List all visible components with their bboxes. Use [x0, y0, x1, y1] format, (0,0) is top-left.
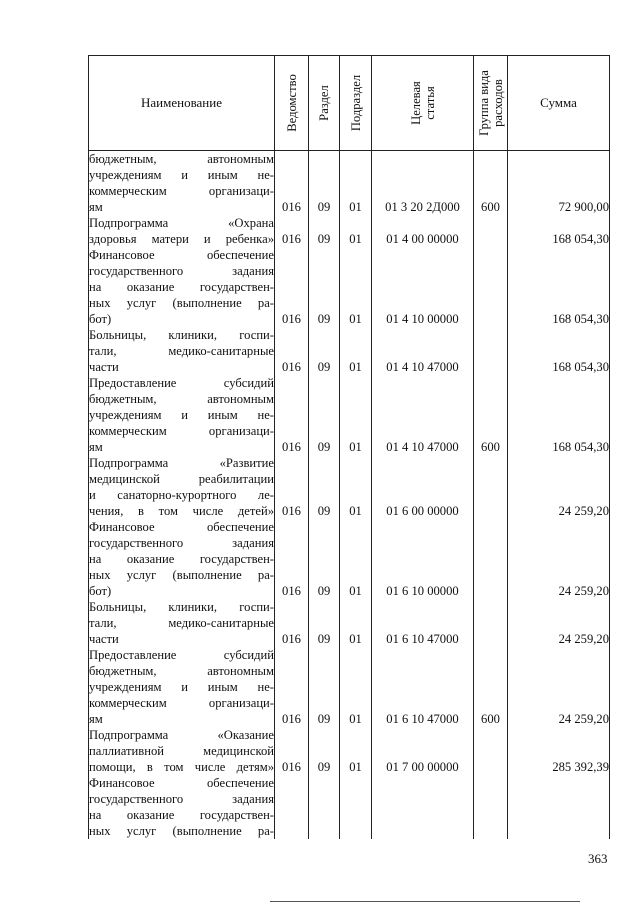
row-target-article: 01 4 10 00000 [372, 247, 474, 327]
row-department: 016 [275, 599, 309, 647]
row-name [89, 519, 275, 599]
row-department: 016 [275, 519, 309, 599]
row-name-line: ных услуг (выполнение ра- [89, 824, 274, 838]
row-name-line: тали, медико-санитарные [89, 344, 274, 358]
row-name-last-line: бот) [89, 312, 112, 326]
row-name-line: Финансовое обеспечение [89, 248, 274, 262]
header-expense-group-label: Группа вида расходов [476, 70, 505, 136]
budget-table-page [88, 55, 609, 845]
header-target-article-label: Целевая статья [408, 81, 437, 125]
row-name-line: бюджетным, автономным [89, 392, 274, 406]
row-amount: 168 054,30 [508, 327, 610, 375]
row-subsection: 01 [340, 327, 372, 375]
row-name [89, 599, 275, 647]
row-name [89, 647, 275, 727]
row-section: 09 [309, 727, 340, 775]
row-name-last-line: здоровья матери и ребенка» [89, 232, 274, 246]
row-amount: 72 900,00 [508, 151, 610, 216]
row-name-line: ных услуг (выполнение ра- [89, 568, 274, 582]
table-row [89, 151, 610, 216]
row-department: 016 [275, 151, 309, 216]
row-subsection: 01 [340, 247, 372, 327]
row-name-last-line: ям [89, 200, 103, 214]
row-name-last-line: ям [89, 712, 103, 726]
row-department: 016 [275, 647, 309, 727]
row-section: 09 [309, 647, 340, 727]
row-name-line: коммерческим организаци- [89, 696, 274, 710]
row-name [89, 375, 275, 455]
row-name-line: Подпрограмма «Оказание [89, 728, 274, 742]
row-amount: 24 259,20 [508, 519, 610, 599]
row-name-line: учреждениям и иным не- [89, 680, 274, 694]
table-row [89, 455, 610, 519]
row-subsection [340, 775, 372, 839]
row-name-line: Предоставление субсидий [89, 648, 274, 662]
table-body [89, 151, 610, 840]
row-name-line: паллиативной медицинской [89, 744, 274, 758]
row-target-article: 01 4 10 47000 [372, 327, 474, 375]
header-department [275, 56, 309, 151]
table-row [89, 647, 610, 727]
row-amount: 24 259,20 [508, 455, 610, 519]
row-expense-group [474, 455, 508, 519]
row-name-line: тали, медико-санитарные [89, 616, 274, 630]
row-name-line: Подпрограмма «Развитие [89, 456, 274, 470]
row-name-last-line: помощи, в том числе детям» [89, 760, 274, 774]
row-section: 09 [309, 375, 340, 455]
row-section: 09 [309, 151, 340, 216]
row-name [89, 215, 275, 247]
row-subsection: 01 [340, 727, 372, 775]
header-amount: Сумма [508, 56, 610, 151]
row-section [309, 775, 340, 839]
header-expense-group [474, 56, 508, 151]
row-department: 016 [275, 247, 309, 327]
row-expense-group [474, 599, 508, 647]
row-subsection: 01 [340, 375, 372, 455]
row-section: 09 [309, 599, 340, 647]
row-expense-group [474, 519, 508, 599]
row-name-line: и санаторно-курортного ле- [89, 488, 274, 502]
row-subsection: 01 [340, 647, 372, 727]
header-department-label: Ведомство [284, 74, 299, 132]
row-expense-group: 600 [474, 647, 508, 727]
row-name-line: государственного задания [89, 536, 274, 550]
row-name-line: Предоставление субсидий [89, 376, 274, 390]
row-name [89, 727, 275, 775]
row-section: 09 [309, 215, 340, 247]
header-subsection [340, 56, 372, 151]
row-expense-group [474, 247, 508, 327]
row-amount: 168 054,30 [508, 215, 610, 247]
row-department: 016 [275, 375, 309, 455]
row-expense-group: 600 [474, 151, 508, 216]
row-department: 016 [275, 215, 309, 247]
table-row [89, 599, 610, 647]
footer-line [270, 901, 580, 902]
row-target-article: 01 6 10 47000 [372, 647, 474, 727]
row-name-last-line: бот) [89, 584, 112, 598]
budget-table [88, 55, 610, 839]
table-row [89, 247, 610, 327]
header-subsection-label: Подраздел [348, 74, 363, 132]
row-subsection: 01 [340, 599, 372, 647]
row-target-article: 01 4 00 00000 [372, 215, 474, 247]
row-name-line: на оказание государствен- [89, 552, 274, 566]
row-subsection: 01 [340, 519, 372, 599]
row-name [89, 455, 275, 519]
row-expense-group [474, 215, 508, 247]
row-department: 016 [275, 727, 309, 775]
row-name [89, 151, 275, 216]
row-name-line: ных услуг (выполнение ра- [89, 296, 274, 310]
row-department [275, 775, 309, 839]
table-row [89, 519, 610, 599]
row-expense-group [474, 775, 508, 839]
row-name-line: государственного задания [89, 264, 274, 278]
row-section: 09 [309, 455, 340, 519]
row-target-article: 01 4 10 47000 [372, 375, 474, 455]
row-target-article: 01 6 10 47000 [372, 599, 474, 647]
row-target-article: 01 7 00 00000 [372, 727, 474, 775]
row-expense-group: 600 [474, 375, 508, 455]
row-name-line: коммерческим организаци- [89, 424, 274, 438]
row-name-last-line: чения, в том числе детей» [89, 504, 274, 518]
row-name-line: на оказание государствен- [89, 280, 274, 294]
row-section: 09 [309, 519, 340, 599]
header-section-label: Раздел [317, 85, 331, 121]
row-amount: 24 259,20 [508, 599, 610, 647]
table-row [89, 775, 610, 839]
row-name-line: бюджетным, автономным [89, 152, 274, 166]
row-name-line: Больницы, клиники, госпи- [89, 328, 274, 342]
header-name: Наименование [89, 56, 275, 151]
row-name-last-line: ям [89, 440, 103, 454]
row-name-line: учреждениям и иным не- [89, 168, 274, 182]
table-row [89, 375, 610, 455]
row-subsection: 01 [340, 455, 372, 519]
header-target-article [372, 56, 474, 151]
row-name-line: на оказание государствен- [89, 808, 274, 822]
row-amount: 168 054,30 [508, 247, 610, 327]
row-name-last-line: части [89, 632, 119, 646]
row-expense-group [474, 327, 508, 375]
row-section: 09 [309, 247, 340, 327]
row-department: 016 [275, 455, 309, 519]
row-name-line: Финансовое обеспечение [89, 776, 274, 790]
row-name [89, 327, 275, 375]
row-target-article: 01 3 20 2Д000 [372, 151, 474, 216]
row-name-line: Подпрограмма «Охрана [89, 216, 274, 230]
table-row [89, 215, 610, 247]
row-amount: 285 392,39 [508, 727, 610, 775]
row-amount: 24 259,20 [508, 647, 610, 727]
row-name-line: учреждениям и иным не- [89, 408, 274, 422]
row-target-article [372, 775, 474, 839]
row-name-last-line: части [89, 360, 119, 374]
row-target-article: 01 6 00 00000 [372, 455, 474, 519]
row-name [89, 775, 275, 839]
table-row [89, 727, 610, 775]
row-name-line: бюджетным, автономным [89, 664, 274, 678]
row-amount [508, 775, 610, 839]
row-name-line: государственного задания [89, 792, 274, 806]
row-subsection: 01 [340, 151, 372, 216]
row-expense-group [474, 727, 508, 775]
row-name-line: коммерческим организаци- [89, 184, 274, 198]
row-section: 09 [309, 327, 340, 375]
table-row [89, 327, 610, 375]
row-amount: 168 054,30 [508, 375, 610, 455]
header-section [309, 56, 340, 151]
row-target-article: 01 6 10 00000 [372, 519, 474, 599]
row-name-line: Финансовое обеспечение [89, 520, 274, 534]
row-name-line: Больницы, клиники, госпи- [89, 600, 274, 614]
table-header-row [89, 56, 610, 151]
page-number: 363 [588, 851, 608, 866]
row-department: 016 [275, 327, 309, 375]
row-name-line: медицинской реабилитации [89, 472, 274, 486]
row-subsection: 01 [340, 215, 372, 247]
row-name [89, 247, 275, 327]
